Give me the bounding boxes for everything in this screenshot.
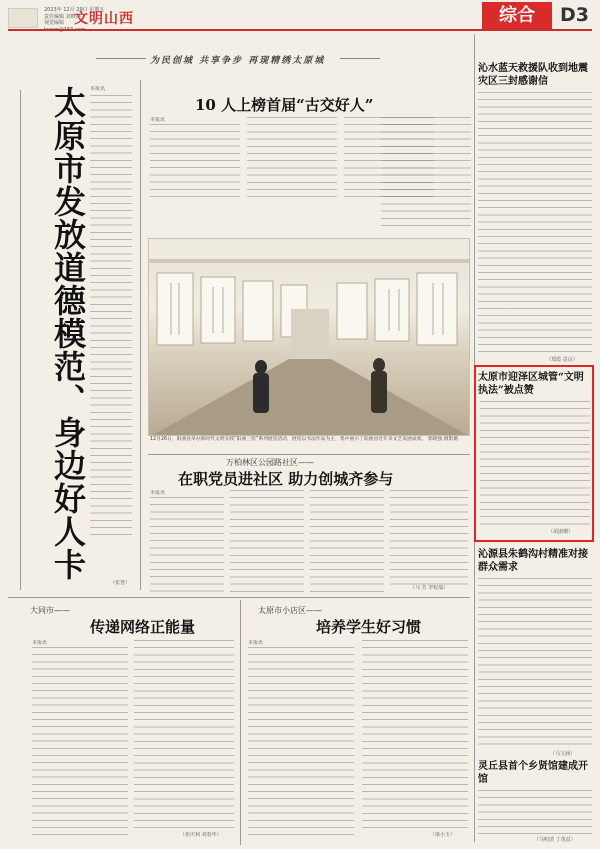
story4-title: 培养学生好习惯 bbox=[316, 618, 422, 636]
story2-byline: 本报讯 bbox=[150, 490, 166, 496]
issue-date: 2023年 12月 29日 星期五 bbox=[44, 7, 105, 13]
lead-vertical-title: 太原市发放道德模范、身边好人卡 bbox=[49, 86, 87, 581]
lead-left-rule bbox=[20, 90, 21, 590]
story3-signature: （张庆利 刘春华） bbox=[180, 832, 222, 838]
exhibition-photo bbox=[148, 238, 470, 436]
right-story1-signature: （郑霞 袁良） bbox=[546, 357, 578, 363]
story2-body-col4 bbox=[390, 490, 468, 585]
column-divider bbox=[140, 80, 141, 590]
exhibition-photo-illustration bbox=[149, 239, 470, 436]
story3-byline: 本报讯 bbox=[32, 640, 48, 646]
right-story2-body bbox=[480, 401, 590, 526]
story1-body-col4 bbox=[381, 117, 471, 227]
right-story2-signature: （胡淑珊） bbox=[548, 529, 574, 535]
slogan: 为民创城 共享争步 再现精绣太原城 bbox=[150, 56, 326, 66]
story2-body-col3 bbox=[310, 490, 384, 592]
bottom-column-divider bbox=[240, 600, 241, 845]
story2-top-rule bbox=[148, 454, 470, 455]
story4-subtitle: 太原市小店区—— bbox=[258, 606, 322, 615]
story1-body-col1 bbox=[150, 124, 240, 200]
right-story3-signature: （马文涵） bbox=[550, 751, 576, 757]
story3-title: 传递网络正能量 bbox=[90, 618, 196, 636]
lead-body-text bbox=[90, 95, 132, 535]
newspaper-logo: 文明山西 bbox=[74, 11, 134, 27]
right-story3-title: 沁源县朱鹤沟村精准对接群众需求 bbox=[478, 549, 588, 573]
section-tag: 综合 bbox=[482, 2, 552, 29]
page-number: D3 bbox=[560, 4, 589, 26]
header-divider bbox=[8, 29, 592, 31]
right-story1-title: 沁水蓝天救援队收到地震灾区三封感谢信 bbox=[478, 63, 588, 87]
story3-body-col2 bbox=[134, 640, 234, 830]
story2-body-col2 bbox=[230, 490, 304, 592]
story1-body-col2 bbox=[247, 117, 337, 200]
story2-body-col1 bbox=[150, 497, 224, 592]
right-story4-title: 灵丘县首个乡贤馆建成开馆 bbox=[478, 761, 588, 785]
story3-body-col1 bbox=[32, 647, 128, 841]
responsible-editor: 责任编辑 刘晓燕 bbox=[44, 13, 81, 20]
story4-body-col1 bbox=[248, 647, 354, 841]
right-story1-body bbox=[478, 92, 592, 354]
story3-subtitle: 大同市—— bbox=[30, 606, 70, 615]
slogan-rule-left bbox=[96, 58, 146, 59]
right-story2-title: 太原市迎泽区城管“文明执法”被点赞 bbox=[478, 372, 584, 396]
story2-title: 在职党员进社区 助力创城齐参与 bbox=[178, 470, 394, 488]
lead-signature: （张慧） bbox=[110, 580, 131, 586]
story1-byline: 本报讯 bbox=[150, 117, 166, 123]
bottom-section-rule bbox=[8, 597, 470, 598]
slogan-rule-right bbox=[340, 58, 380, 59]
story4-body-col2 bbox=[362, 640, 468, 830]
story1-title: 10 人上榜首届“古交好人” bbox=[195, 96, 374, 114]
right-story4-body bbox=[478, 790, 592, 834]
story2-signature: （马 芳 李程瑞） bbox=[410, 585, 449, 591]
visual-editor: 视觉编辑 bbox=[44, 20, 65, 26]
right-story3-body bbox=[478, 578, 592, 748]
lead-byline: 本报讯 bbox=[90, 86, 106, 92]
story2-subtitle: 万柏林区公园路社区—— bbox=[226, 458, 314, 467]
story4-byline: 本报讯 bbox=[248, 640, 264, 646]
photo-caption: 12月26日，阳曲县举办新时代文明实践“阳曲三馆”系列展览活动，展览以书法作品为主，集中展示了阳曲县近年来文艺发展成果。 郭晓强 摄影摄 bbox=[150, 437, 459, 442]
right-story4-signature: （马明清 丁茂益） bbox=[534, 837, 576, 843]
story4-signature: （梁小玉） bbox=[430, 832, 456, 838]
newspaper-thumbnail bbox=[8, 8, 38, 28]
